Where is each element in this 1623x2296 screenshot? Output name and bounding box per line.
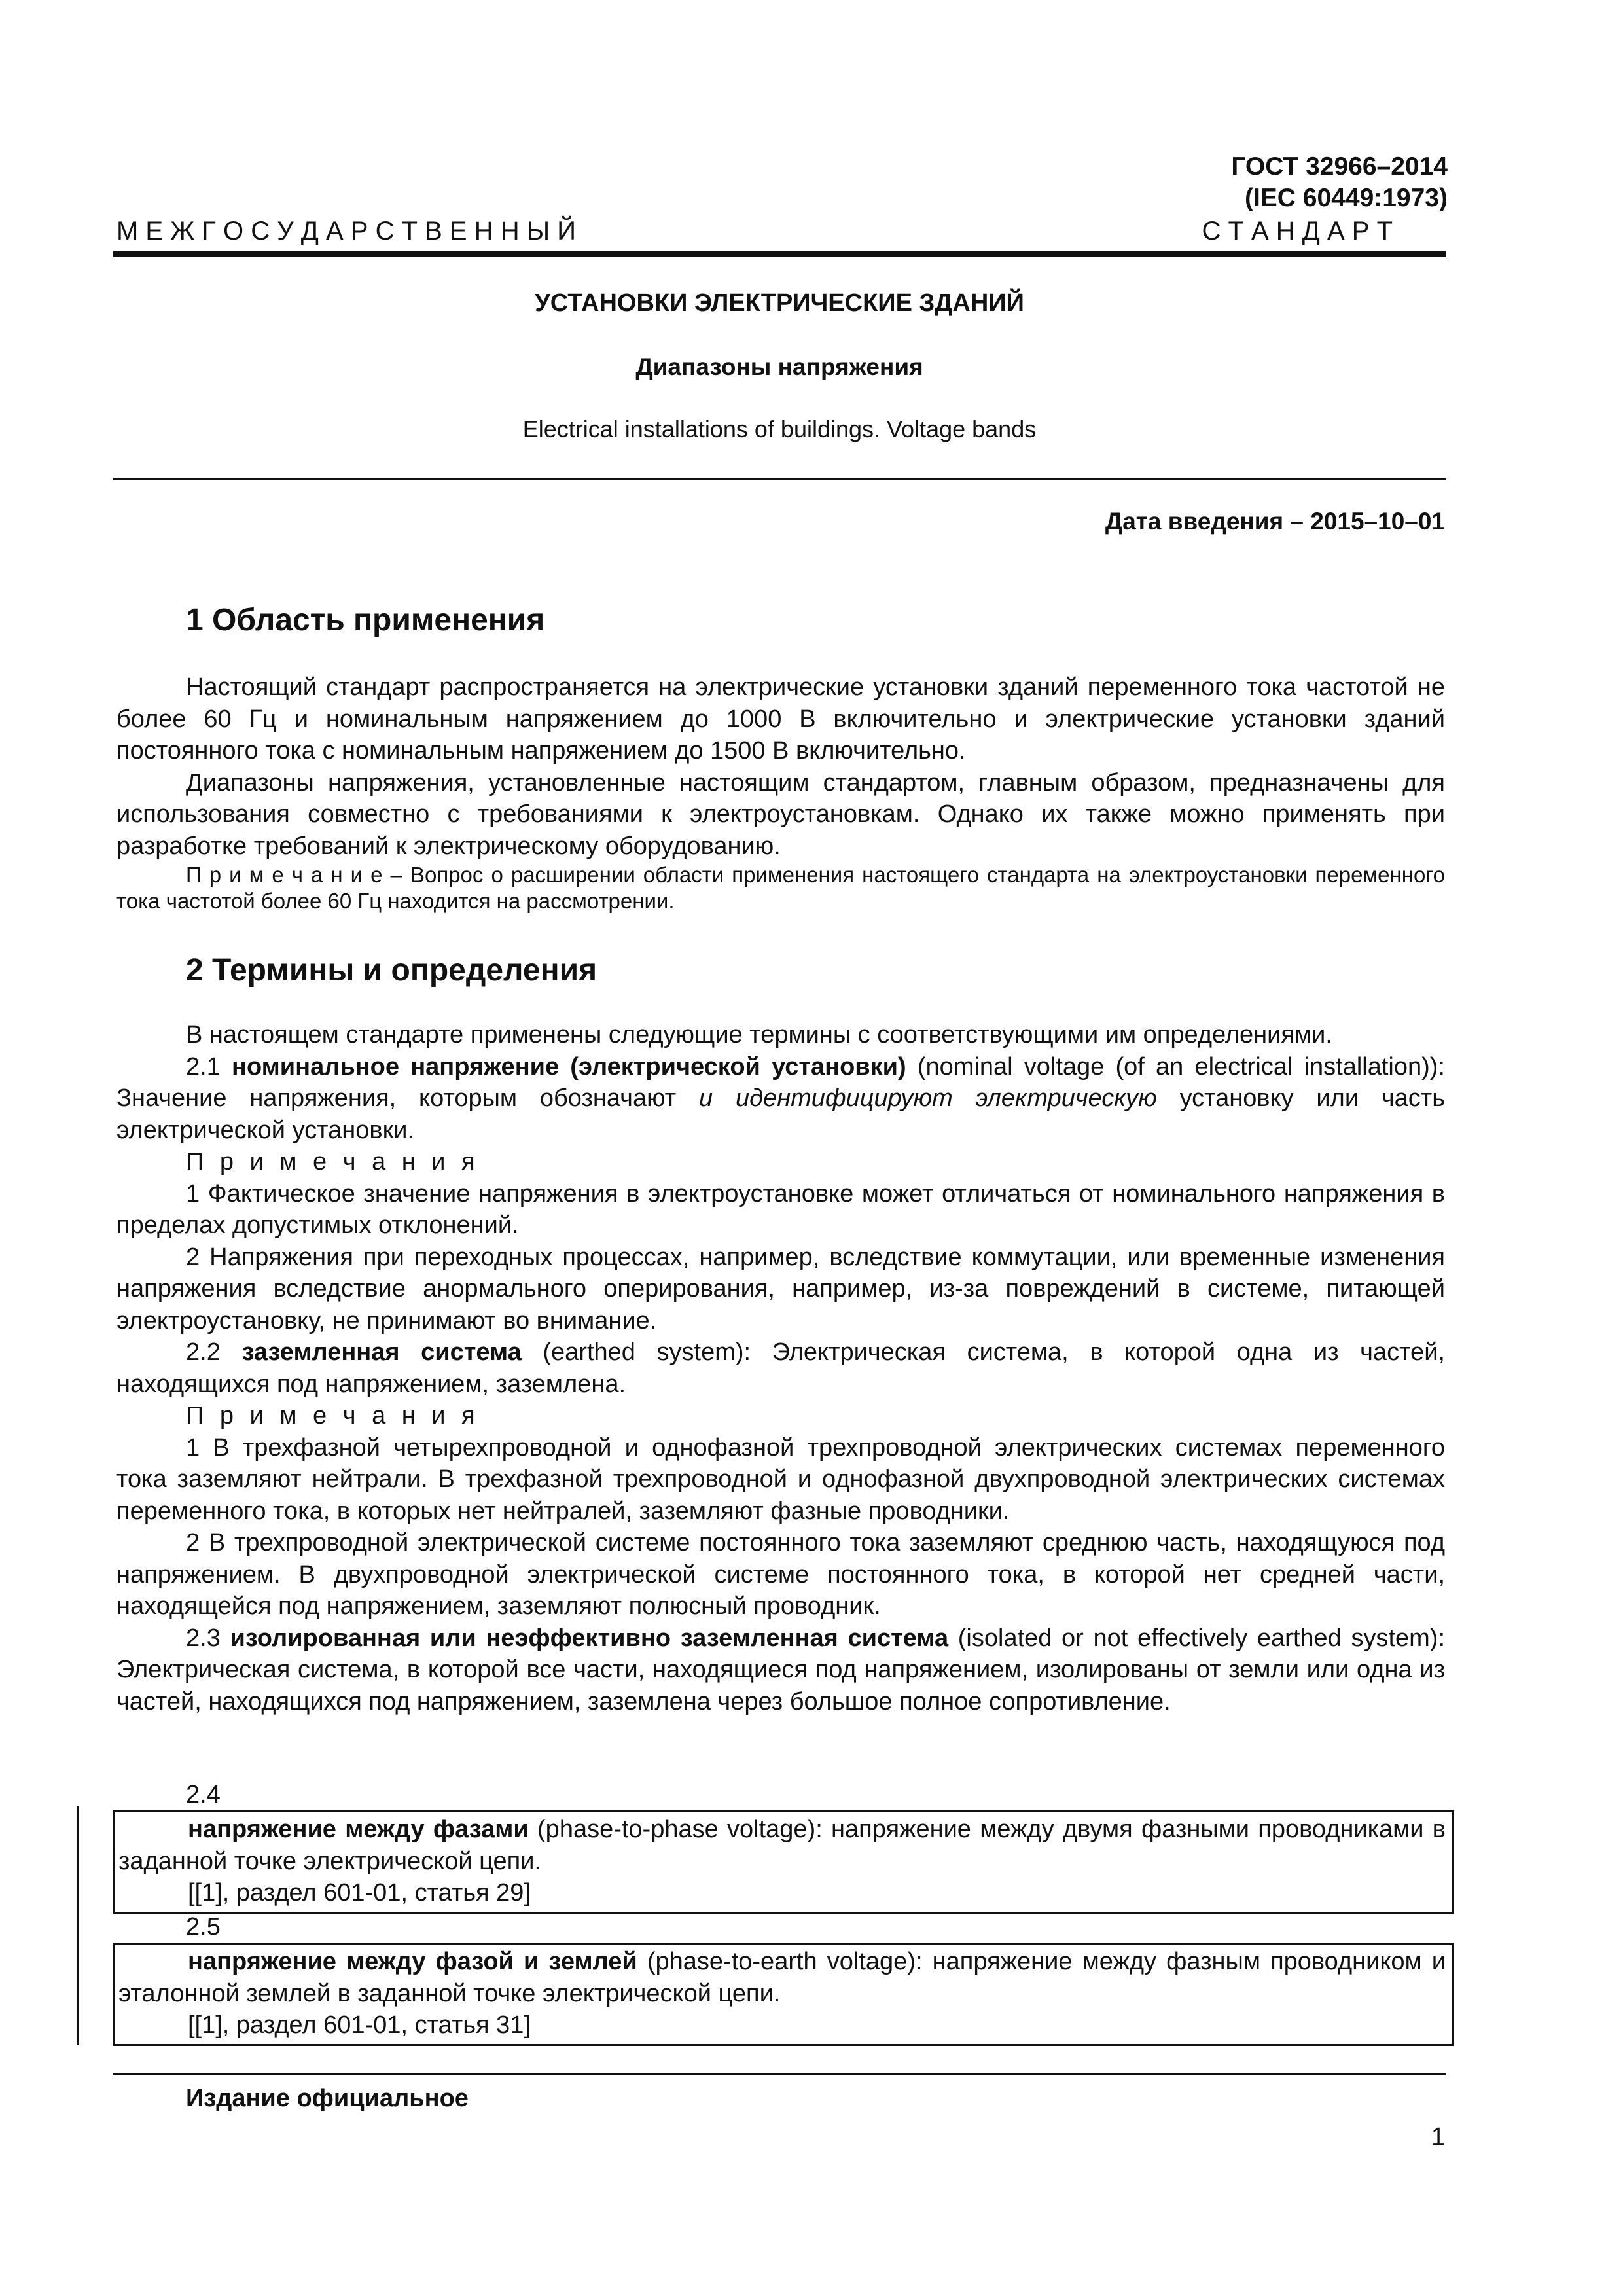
term-2-1-note-1: 1 Фактическое значение напряжения в электроустановке может отличаться от номинального напряжения в пределах допустимых отклонений. [116,1179,1445,1239]
document-title: УСТАНОВКИ ЭЛЕКТРИЧЕСКИЕ ЗДАНИЙ [535,289,1024,317]
introduction-date: Дата введения – 2015–10–01 [1105,508,1445,535]
term-number: 2.2 [186,1338,242,1366]
term-2-2-note-2: 2 В трехпроводной электрической системе постоянного тока заземляют среднюю часть, находящуюся под напряжением. В двухпроводной электрической системе постоянного тока, в которой нет средней части, находящейся под напряжением, заземляют полюсный проводник. [116,1529,1445,1620]
term-number: 2.5 [186,1913,221,1941]
term-definition-italic: и идентифицируют электрическую [699,1085,1157,1112]
section-1-body [116,672,1445,914]
term-2-4-reference: [[1], раздел 601-01, статья 29] [188,1879,531,1907]
term-definition: (phase-to-phase voltage): напряжение между двумя фазными проводниками в заданной точке электрической цепи. [118,1816,1446,1875]
section-1-paragraph-2: Диапазоны напряжения, установленные настоящим стандартом, главным образом, предназначены для использования совместно с требованиями к электроустановкам. Однако их также можно применять при разработке требований к электрическому оборудованию. [116,768,1445,860]
term-name: напряжение между фазами [188,1816,529,1843]
notes-label: П р и м е ч а н и я [186,1402,480,1429]
page-number: 1 [1431,2123,1445,2151]
header-rule [113,251,1446,257]
footer-rule [113,2073,1446,2075]
section-2-body [116,1019,1445,1717]
gost-code: ГОСТ 32966–2014 [1231,152,1448,181]
term-2-1-note-2: 2 Напряжения при переходных процессах, например, вследствие коммутации, или временные изменения напряжения вследствие анормального оперирования, например, из-за повреждений в системе, питающей электроустановку, не принимают во внимание. [116,1243,1445,1335]
term-2-5-number [116,1911,1445,1943]
iec-code: (IEC 60449:1973) [1244,184,1448,212]
term-2-5 [118,1946,1446,2009]
term-number: 2.1 [186,1052,232,1081]
term-definition: (nominal voltage (of an electrical installation)): Значение напряжения, которым обозначают [116,1052,1445,1112]
section-2-heading: 2 Термины и определения [186,953,597,988]
term-2-5-box [113,1943,1454,2046]
term-2-4 [118,1814,1446,1877]
english-title: Electrical installations of buildings. Voltage bands [522,416,1037,442]
term-2-2 [116,1336,1445,1400]
term-2-3 [116,1623,1445,1718]
notes-label: П р и м е ч а н и я [186,1148,480,1175]
note-text: – Вопрос о расширении области применения настоящего стандарта на электроустановки переменного тока частотой более 60 Гц находится на рассмотрении. [116,863,1445,913]
section-2-intro: В настоящем стандарте применены следующие термины с соответствующими им определениями. [186,1021,1332,1049]
term-2-2-note-1: 1 В трехфазной четырехпроводной и однофазной трехпроводной электрических системах переменного тока заземляют нейтрали. В трехфазной трехпроводной и однофазной двухпроводной электрических системах переменного тока, в которых нет нейтралей, заземляют фазные проводники. [116,1433,1445,1525]
term-2-1 [116,1051,1445,1147]
document-subtitle: Диапазоны напряжения [635,353,923,380]
section-1-note [116,862,1445,914]
term-definition: (phase-to-earth voltage): напряжение между фазным проводником и эталонной землей в заданной точке электрической цепи. [118,1948,1446,2007]
title-rule [113,478,1446,480]
standard-banner [116,215,1445,247]
term-name: напряжение между фазой и землей [188,1948,637,1975]
term-name: изолированная или неэффективно заземленная система [230,1624,949,1652]
section-1-heading: 1 Область применения [186,603,545,637]
term-name: заземленная система [241,1338,522,1366]
note-label: П р и м е ч а н и е [186,863,383,887]
term-name: номинальное напряжение (электрической установки) [232,1052,906,1081]
change-bar [77,1806,79,2045]
term-definition: (earthed system): Электрическая система, в которой одна из частей, находящихся под напряжением, заземлена. [116,1338,1445,1398]
term-number: 2.4 [186,1781,221,1808]
term-number: 2.3 [186,1624,230,1652]
banner-left: М Е Ж Г О С У Д А Р С Т В Е Н Н Ы Й [116,217,576,245]
term-2-5-reference: [[1], раздел 601-01, статья 31] [188,2011,531,2039]
term-2-4-number [116,1779,1445,1811]
official-edition-label: Издание официальное [186,2085,469,2112]
term-definition: (isolated or not effectively earthed system): Электрическая система, в которой все части, находящиеся под напряжением, изолированы от земли или одна из частей, находящихся под напряжением, заземлена через большое полное сопротивление. [116,1624,1445,1715]
term-2-4-box [113,1810,1454,1914]
section-1-paragraph-1: Настоящий стандарт распространяется на электрические установки зданий переменного тока частотой не более 60 Гц и номинальным напряжением до 1000 В включительно и электрические установки зданий постоянного тока с номинальным напряжением до 1500 В включительно. [116,673,1445,764]
term-definition-end: установку или часть электрической установки. [116,1085,1445,1144]
banner-right: С Т А Н Д А Р Т [1202,217,1393,245]
